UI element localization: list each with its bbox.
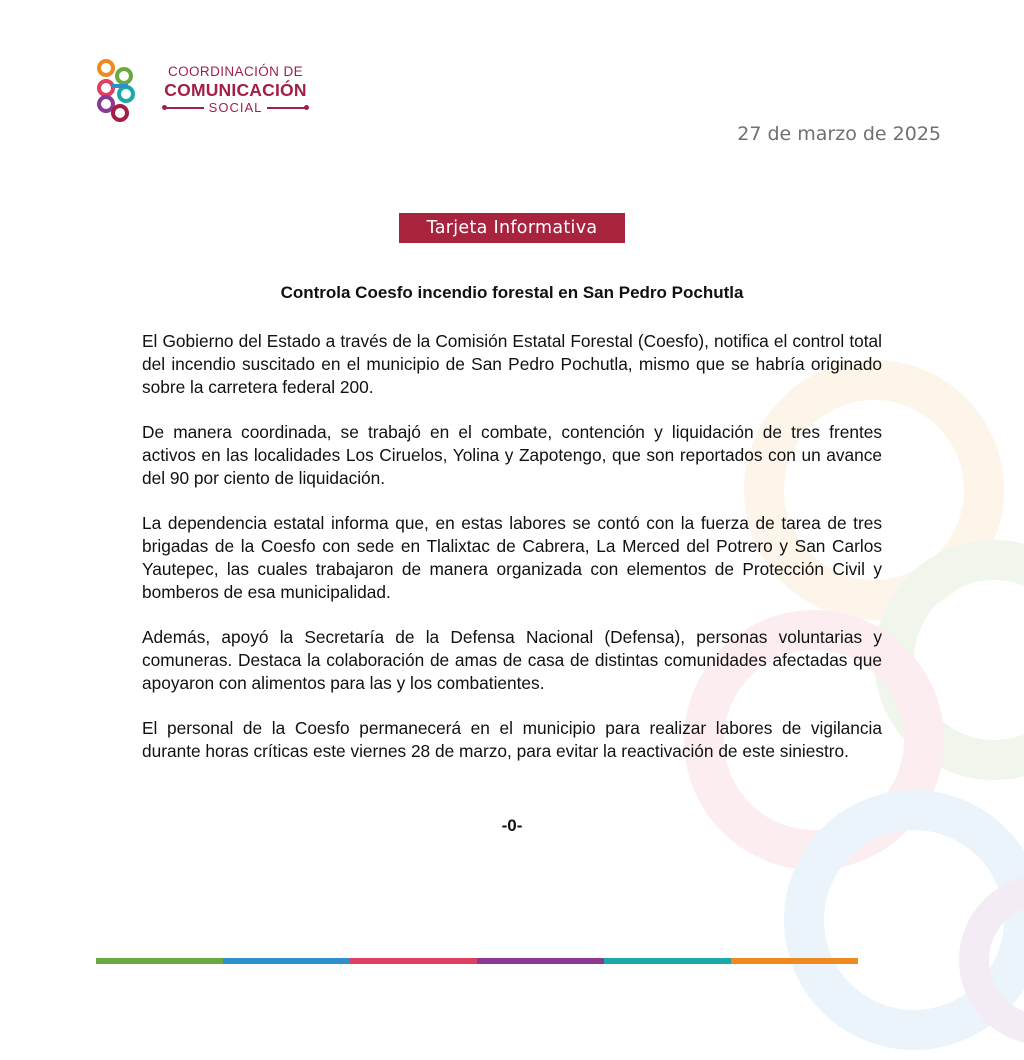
stripe-segment [477, 958, 604, 964]
paragraph: De manera coordinada, se trabajó en el combate, contención y liquidación de tres frentes activos en las localidades Los Ciruelos, Yolina y Zapotengo, que son reportados con un avance del 90 por ciento de liquidación. [142, 422, 882, 488]
stripe-segment [223, 958, 350, 964]
stripe-segment [731, 958, 858, 964]
stripe-segment [96, 958, 223, 964]
closing-mark: -0- [501, 816, 523, 835]
logo-line-1: COORDINACIÓN DE [167, 64, 303, 79]
document-body [142, 330, 882, 785]
color-stripe [96, 958, 858, 964]
logo-line-3 [148, 100, 323, 116]
logo-line-3-text: SOCIAL [208, 100, 263, 115]
stripe-segment [350, 958, 477, 964]
logo [94, 58, 324, 124]
logo-rule-right [267, 107, 307, 108]
paragraph: El personal de la Coesfo permanecerá en el municipio para realizar labores de vigilancia durante horas críticas este viernes 28 de marzo, para evitar la reactivación de este siniestro. [142, 718, 882, 761]
stripe-segment [604, 958, 731, 964]
knot-logo-icon [94, 58, 142, 122]
logo-line-2: COMUNICACIÓN [164, 80, 307, 100]
paragraph: La dependencia estatal informa que, en estas labores se contó con la fuerza de tarea de tres brigadas de la Coesfo con sede en Tlalixtac de Cabrera, La Merced del Potrero y San Carlos Yautepec, las cuales trabajaron de manera organizada con elementos de Protección Civil y bomberos de esa municipalidad. [142, 513, 882, 602]
paragraph: Además, apoyó la Secretaría de la Defensa Nacional (Defensa), personas voluntarias y comuneras. Destaca la colaboración de amas de casa de distintas comunidades afectadas que apoyaron con alimentos para las y los combatientes. [142, 627, 882, 693]
document-date: 27 de marzo de 2025 [737, 123, 941, 145]
document-title: Controla Coesfo incendio forestal en San Pedro Pochutla [280, 283, 744, 302]
paragraph: El Gobierno del Estado a través de la Comisión Estatal Forestal (Coesfo), notifica el control total del incendio suscitado en el municipio de San Pedro Pochutla, mismo que se habría originado sobre la carretera federal 200. [142, 331, 882, 397]
document-type-badge: Tarjeta Informativa [399, 213, 625, 243]
logo-text [148, 64, 323, 116]
logo-rule-left [164, 107, 204, 108]
